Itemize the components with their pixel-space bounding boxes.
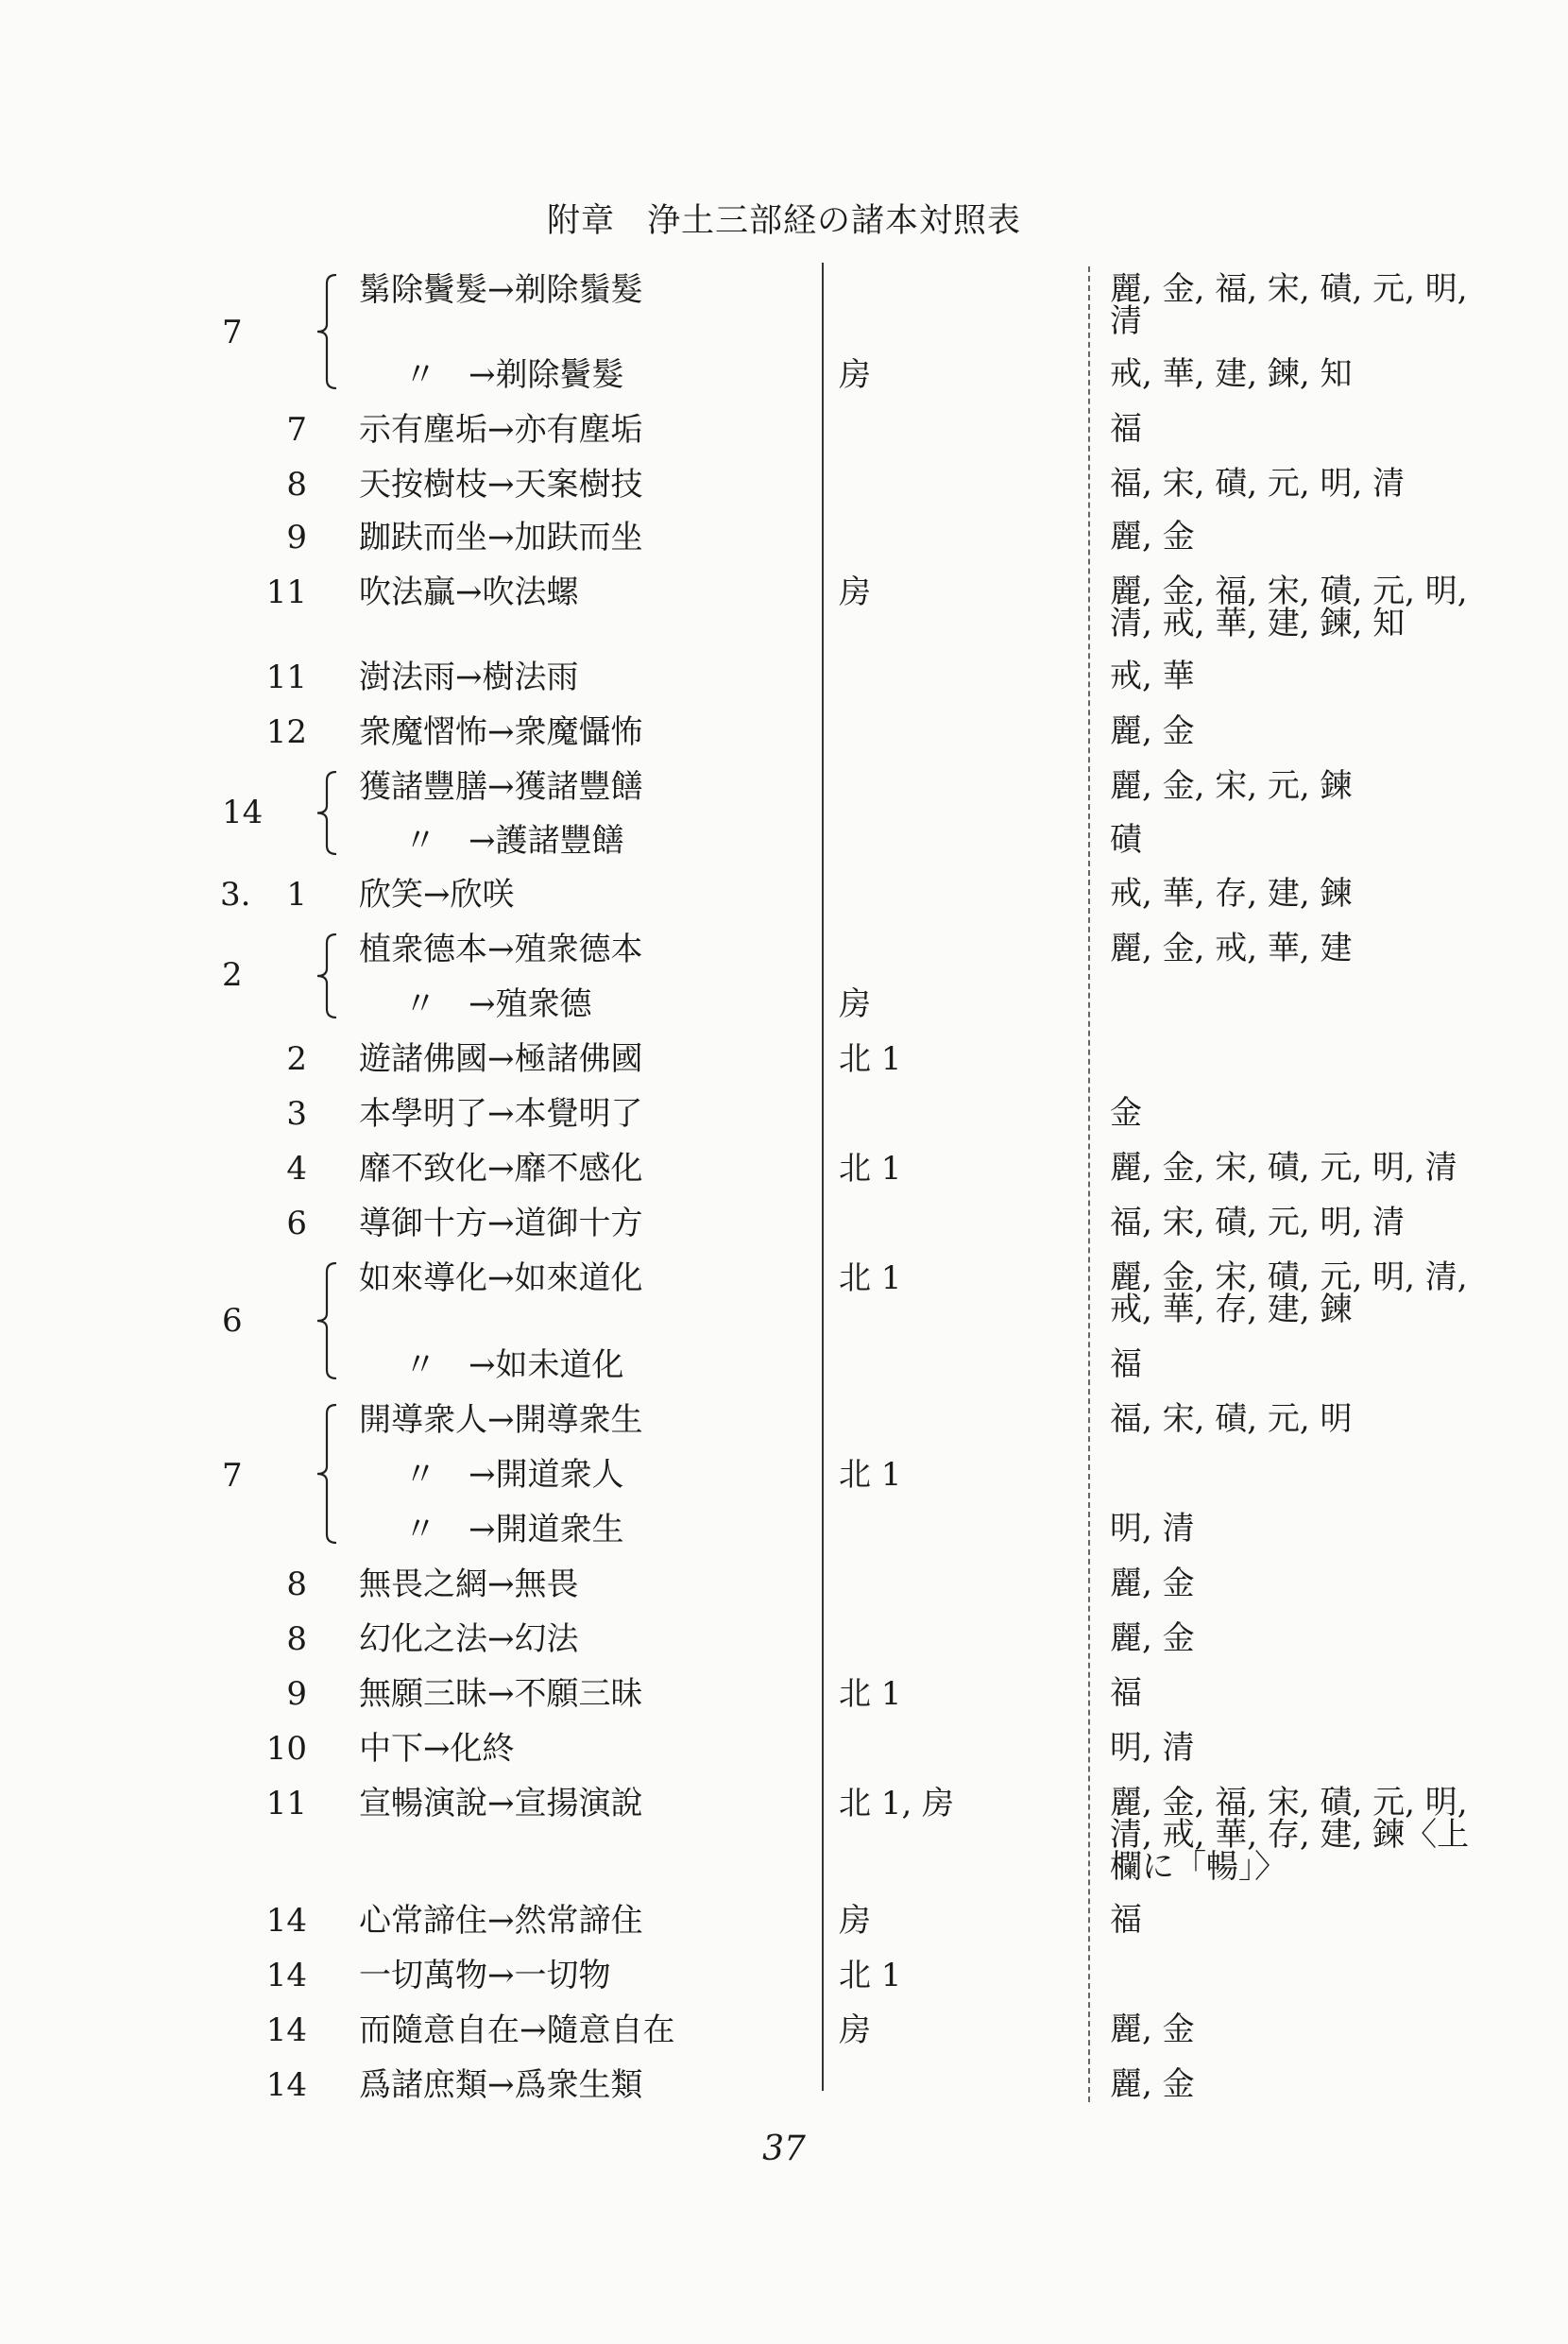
chapter-number: 3. [220, 876, 251, 914]
variant-reading: 導御十方→道御十方 [359, 1205, 643, 1242]
variant-reading: 爲諸庶類→爲衆生類 [359, 2066, 643, 2104]
variant-reading: 而隨意自在→隨意自在 [359, 2011, 675, 2049]
table-row [0, 1148, 1568, 1189]
table-row [0, 1203, 1568, 1244]
group-line-number: 14 [222, 794, 264, 831]
variant-reading: 一切萬物→一切物 [359, 1957, 611, 1994]
variant-reading: 遊諸佛國→極諸佛國 [359, 1040, 643, 1078]
table-row [0, 1618, 1568, 1660]
table-row [0, 1258, 1568, 1328]
table-row [0, 269, 1568, 340]
line-number: 11 [265, 1785, 307, 1822]
manuscript-source: 北 1 [839, 1675, 902, 1713]
line-number: 14 [265, 2011, 307, 2049]
manuscript-source: 房 [839, 1902, 871, 1940]
line-number: 14 [265, 2066, 307, 2104]
manuscript-source: 房 [839, 573, 871, 611]
editions-list: 福, 宋, 磧, 元, 明 [1110, 1400, 1353, 1438]
editions-list: 麗, 金 [1110, 2010, 1195, 2048]
variant-reading: 獲諸豐膳→獲諸豐饍 [359, 768, 643, 806]
table-row [0, 464, 1568, 505]
editions-list: 明, 清 [1110, 1729, 1195, 1767]
editions-list: 麗, 金, 宋, 磧, 元, 明, 清 [1110, 1149, 1457, 1187]
column-divider-right [1088, 266, 1090, 2102]
editions-list: 麗, 金, 福, 宋, 磧, 元, 明, 清, 戒, 華, 存, 建, 鍊〈上欄に「暢」〉 [1110, 1784, 1470, 1886]
editions-list: 戒, 華, 建, 鍊, 知 [1110, 355, 1353, 393]
table-row [0, 1783, 1568, 1886]
editions-list: 福 [1110, 1901, 1142, 1939]
editions-list: 麗, 金, 福, 宋, 磧, 元, 明, 清 [1110, 270, 1468, 340]
editions-list: 磧 [1110, 821, 1142, 859]
table-row [0, 1900, 1568, 1942]
line-number: 12 [265, 713, 307, 751]
line-number: 11 [265, 659, 307, 696]
variant-reading: 澍法雨→樹法雨 [359, 659, 579, 696]
variant-reading: 跏趺而坐→加趺而坐 [359, 519, 643, 556]
line-number: 4 [286, 1150, 307, 1188]
editions-list: 麗, 金, 宋, 磧, 元, 明, 清, 戒, 華, 存, 建, 鍊 [1110, 1258, 1468, 1328]
editions-list: 麗, 金 [1110, 1565, 1195, 1602]
page-number: 37 [762, 2130, 806, 2168]
variant-reading: 〃 →開道衆人 [404, 1456, 624, 1494]
editions-list: 麗, 金 [1110, 1619, 1195, 1657]
table-row [0, 354, 1568, 396]
editions-list: 金 [1110, 1094, 1142, 1132]
line-number: 8 [286, 1620, 307, 1658]
table-row [0, 1673, 1568, 1715]
editions-list: 福 [1110, 1674, 1142, 1712]
variant-reading: 無畏之網→無畏 [359, 1566, 579, 1603]
line-number: 14 [265, 1957, 307, 1994]
variant-reading: 宣暢演說→宣揚演說 [359, 1785, 643, 1822]
editions-list: 戒, 華 [1110, 658, 1195, 695]
variant-reading: 〃 →護諸豐饍 [404, 822, 624, 860]
editions-list: 福, 宋, 磧, 元, 明, 清 [1110, 1204, 1406, 1241]
variant-reading: 天按樹枝→天案樹技 [359, 466, 643, 504]
manuscript-source: 房 [839, 985, 871, 1023]
line-number: 11 [265, 573, 307, 611]
variant-reading: 吹法贏→吹法螺 [359, 573, 579, 611]
line-number: 9 [286, 1675, 307, 1713]
line-number: 9 [286, 519, 307, 556]
line-number: 8 [286, 1566, 307, 1603]
editions-list: 戒, 華, 存, 建, 鍊 [1110, 875, 1353, 913]
editions-list: 麗, 金, 宋, 元, 鍊 [1110, 767, 1353, 805]
table-row [0, 572, 1568, 642]
line-number: 14 [265, 1902, 307, 1940]
manuscript-source: 北 1 [839, 1040, 902, 1078]
editions-list: 麗, 金, 戒, 華, 建 [1110, 930, 1353, 967]
editions-list: 福, 宋, 磧, 元, 明, 清 [1110, 465, 1406, 503]
table-row [0, 1399, 1568, 1441]
group-line-number: 7 [222, 314, 243, 351]
column-divider-left [822, 263, 824, 2091]
group-brace [315, 1404, 340, 1544]
table-row [0, 517, 1568, 558]
variant-reading: 無願三昧→不願三昧 [359, 1675, 643, 1713]
variant-reading: 如來導化→如來道化 [359, 1259, 643, 1297]
variant-reading: 〃 →殖衆德 [404, 985, 592, 1023]
group-brace [315, 274, 340, 389]
manuscript-source: 房 [839, 356, 871, 394]
manuscript-source: 北 1 [839, 1456, 902, 1494]
table-row [0, 2064, 1568, 2106]
table-row [0, 1344, 1568, 1386]
table-row [0, 874, 1568, 915]
variant-reading: 心常諦住→然常諦住 [359, 1902, 643, 1940]
table-row [0, 409, 1568, 451]
variant-reading: 中下→化終 [359, 1730, 515, 1768]
editions-list: 明, 清 [1110, 1510, 1195, 1548]
line-number: 8 [286, 466, 307, 504]
table-row [0, 1728, 1568, 1770]
variant-reading: 幻化之法→幻法 [359, 1620, 579, 1658]
table-row [0, 1955, 1568, 1996]
manuscript-source: 北 1, 房 [839, 1785, 955, 1822]
table-row [0, 1509, 1568, 1550]
variant-reading: 本學明了→本覺明了 [359, 1095, 643, 1133]
table-row [0, 657, 1568, 698]
table-row [0, 1093, 1568, 1135]
variant-reading: 〃 →如未道化 [404, 1346, 624, 1384]
group-brace [315, 771, 340, 855]
chapter-label: 附章 [546, 202, 615, 240]
line-number: 7 [286, 411, 307, 449]
variant-reading: 〃 →開道衆生 [404, 1511, 624, 1548]
table-row [0, 1564, 1568, 1605]
variant-reading: 欣笑→欣咲 [359, 876, 515, 914]
group-line-number: 6 [222, 1302, 243, 1340]
editions-list: 麗, 金, 福, 宋, 磧, 元, 明, 清, 戒, 華, 建, 鍊, 知 [1110, 573, 1468, 642]
group-brace [315, 1262, 340, 1379]
variant-reading: 衆魔慴怖→衆魔懾怖 [359, 713, 643, 751]
table-row [0, 1038, 1568, 1080]
page-title: 浄土三部経の諸本対照表 [647, 202, 1022, 240]
line-number: 1 [286, 876, 307, 914]
editions-list: 麗, 金 [1110, 518, 1195, 556]
editions-list: 福 [1110, 1345, 1142, 1383]
editions-list: 麗, 金 [1110, 2065, 1195, 2103]
variant-reading: 鬀除鬢髮→剃除鬚髮 [359, 271, 643, 309]
editions-list: 麗, 金 [1110, 712, 1195, 750]
table-row [0, 711, 1568, 753]
variant-reading: 開導衆人→開導衆生 [359, 1401, 643, 1439]
line-number: 2 [286, 1040, 307, 1078]
group-line-number: 7 [222, 1457, 243, 1495]
editions-list: 福 [1110, 410, 1142, 448]
line-number: 6 [286, 1205, 307, 1242]
table-row [0, 2010, 1568, 2051]
line-number: 10 [265, 1730, 307, 1768]
manuscript-source: 房 [839, 2011, 871, 2049]
variant-reading: 〃 →剃除鬢髮 [404, 356, 624, 394]
variant-reading: 植衆德本→殖衆德本 [359, 931, 643, 968]
group-brace [315, 933, 340, 1018]
manuscript-source: 北 1 [839, 1259, 902, 1297]
line-number: 3 [286, 1095, 307, 1133]
group-line-number: 2 [222, 956, 243, 994]
manuscript-source: 北 1 [839, 1150, 902, 1188]
variant-reading: 示有塵垢→亦有塵垢 [359, 411, 643, 449]
manuscript-source: 北 1 [839, 1957, 902, 1994]
variant-reading: 靡不致化→靡不感化 [359, 1150, 643, 1188]
